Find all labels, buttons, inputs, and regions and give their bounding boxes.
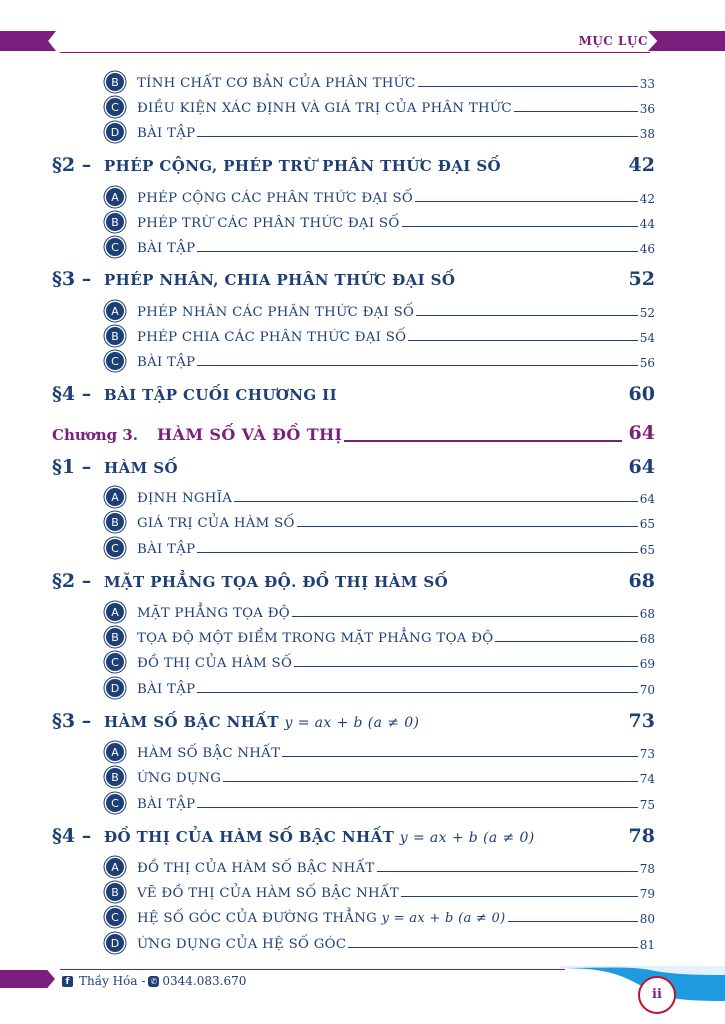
leader-line: [197, 692, 637, 693]
leader-line: [401, 896, 638, 897]
toc-item[interactable]: [104, 739, 655, 761]
leader-line: [223, 781, 638, 782]
section-title: HÀM SỐ: [104, 459, 178, 477]
toc-item-title: HÀM SỐ BẬC NHẤT: [137, 746, 281, 761]
toc-item[interactable]: [104, 599, 655, 621]
item-letter-badge: C: [106, 98, 124, 116]
toc-item-title: PHÉP CỘNG CÁC PHÂN THỨC ĐẠI SỐ: [137, 191, 414, 206]
toc-item[interactable]: [104, 675, 655, 697]
leader-line: [514, 111, 638, 112]
toc-item-page: 36: [639, 102, 655, 116]
item-letter-badge: C: [106, 653, 124, 671]
item-letter-badge: B: [106, 213, 124, 231]
leader-line: [197, 136, 637, 137]
header-rule: [60, 52, 650, 53]
toc-item[interactable]: [104, 348, 655, 370]
chapter-page: 64: [628, 422, 655, 444]
toc-item[interactable]: [104, 234, 655, 256]
toc-item-title: PHÉP CHIA CÁC PHÂN THỨC ĐẠI SỐ: [137, 330, 407, 345]
toc-item-title: PHÉP NHÂN CÁC PHÂN THỨC ĐẠI SỐ: [137, 305, 415, 320]
item-letter-badge: B: [106, 513, 124, 531]
footer-phone: 0344.083.670: [162, 974, 247, 988]
leader-line: [402, 226, 638, 227]
toc-item-page: 56: [639, 356, 655, 370]
toc-item-title: BÀI TẬP: [137, 126, 196, 141]
toc-item[interactable]: [104, 509, 655, 531]
item-letter-badge: B: [106, 327, 124, 345]
section-number: §4 –: [52, 383, 92, 405]
toc-item-title: ỨNG DỤNG CỦA HỆ SỐ GÓC: [137, 937, 347, 952]
section-number: §4 –: [52, 825, 92, 847]
item-letter-badge: A: [106, 858, 124, 876]
item-letter-badge: A: [106, 603, 124, 621]
toc-item[interactable]: [104, 69, 655, 91]
footer-author: Thầy Hóa -: [79, 974, 146, 988]
leader-line: [415, 201, 638, 202]
toc-item-page: 65: [639, 517, 655, 531]
leader-line: [495, 641, 637, 642]
toc-item[interactable]: [104, 184, 655, 206]
leader-line: [197, 251, 637, 252]
toc-item-title: ĐỊNH NGHĨA: [137, 491, 233, 506]
item-letter-badge: D: [106, 679, 124, 697]
item-letter-badge: A: [106, 302, 124, 320]
section-page: 78: [628, 825, 655, 847]
toc-item[interactable]: [104, 535, 655, 557]
section-page: 42: [628, 154, 655, 176]
section-formula: y = ax + b (a ≠ 0): [284, 715, 420, 731]
toc-item-page: 74: [639, 772, 655, 786]
header-bar-left: [0, 31, 56, 51]
toc-item-page: 78: [639, 862, 655, 876]
toc-item[interactable]: [104, 94, 655, 116]
leader-line: [292, 616, 638, 617]
section-title: PHÉP CỘNG, PHÉP TRỪ PHÂN THỨC ĐẠI SỐ: [104, 157, 502, 175]
section-page: 68: [628, 570, 655, 592]
toc-item[interactable]: [104, 764, 655, 786]
toc-item-page: 42: [639, 192, 655, 206]
toc-item-page: 52: [639, 306, 655, 320]
item-letter-badge: C: [106, 908, 124, 926]
item-letter-badge: C: [106, 352, 124, 370]
toc-item-page: 80: [639, 912, 655, 926]
section-title: MẶT PHẲNG TỌA ĐỘ. ĐỒ THỊ HÀM SỐ: [104, 573, 449, 591]
section-title: [104, 713, 419, 731]
leader-line: [197, 552, 637, 553]
toc-item-page: 73: [639, 747, 655, 761]
toc-item-page: 68: [639, 632, 655, 646]
leader-line: [197, 365, 637, 366]
item-letter-badge: D: [106, 123, 124, 141]
toc-item-title: MẶT PHẲNG TỌA ĐỘ: [137, 606, 290, 621]
section-title: [104, 828, 535, 846]
toc-item[interactable]: [104, 854, 655, 876]
toc-item-title: BÀI TẬP: [137, 355, 196, 370]
chapter-label: Chương 3.: [52, 426, 139, 444]
toc-item-title: BÀI TẬP: [137, 542, 196, 557]
leader-line: [377, 871, 638, 872]
toc-item-title-text: HỆ SỐ GÓC CỦA ĐƯỜNG THẲNG: [137, 911, 378, 926]
page-number: ii: [638, 976, 676, 1014]
toc-item-title: BÀI TẬP: [137, 241, 196, 256]
chapter-title: HÀM SỐ VÀ ĐỒ THỊ: [157, 425, 343, 444]
toc-item-title: ĐỒ THỊ CỦA HÀM SỐ BẬC NHẤT: [137, 861, 375, 876]
leader-line: [234, 501, 638, 502]
toc-item[interactable]: [104, 930, 655, 952]
leader-line: [416, 315, 638, 316]
toc-item-title: BÀI TẬP: [137, 682, 196, 697]
toc-item-page: 75: [639, 798, 655, 812]
toc-item-formula: y = ax + b (a ≠ 0): [381, 911, 506, 926]
item-letter-badge: C: [106, 794, 124, 812]
leader-line: [508, 921, 638, 922]
leader-line: [282, 756, 637, 757]
item-letter-badge: C: [106, 238, 124, 256]
leader-line: [348, 947, 637, 948]
item-letter-badge: A: [106, 188, 124, 206]
toc-item-page: 33: [639, 77, 655, 91]
item-letter-badge: B: [106, 628, 124, 646]
item-letter-badge: A: [106, 743, 124, 761]
toc-item[interactable]: [104, 484, 655, 506]
section-page: 64: [628, 456, 655, 478]
section-number: §1 –: [52, 456, 92, 478]
toc-item-page: 65: [639, 543, 655, 557]
item-letter-badge: A: [106, 488, 124, 506]
leader-line: [418, 86, 638, 87]
page-title: MỤC LỤC: [578, 34, 648, 48]
section-title-text: HÀM SỐ BẬC NHẤT: [104, 713, 279, 731]
phone-icon[interactable]: ✆: [148, 976, 159, 987]
header-bar-right: [648, 31, 725, 51]
footer-rule: [60, 969, 565, 970]
section-number: §3 –: [52, 268, 92, 290]
section-page: 52: [628, 268, 655, 290]
toc-item[interactable]: [104, 119, 655, 141]
facebook-icon[interactable]: f: [62, 976, 73, 987]
toc-item-title: TỌA ĐỘ MỘT ĐIỂM TRONG MẶT PHẲNG TỌA ĐỘ: [137, 631, 494, 646]
toc-item-title: GIÁ TRỊ CỦA HÀM SỐ: [137, 516, 295, 531]
toc-item[interactable]: [104, 904, 655, 926]
item-letter-badge: D: [106, 934, 124, 952]
toc-item[interactable]: [104, 790, 655, 812]
toc-item[interactable]: [104, 298, 655, 320]
leader-line: [197, 807, 637, 808]
toc-item-title: VẼ ĐỒ THỊ CỦA HÀM SỐ BẬC NHẤT: [137, 886, 400, 901]
section-number: §3 –: [52, 710, 92, 732]
leader-line: [297, 526, 638, 527]
footer-contact: [62, 974, 246, 988]
toc-item-page: 70: [639, 683, 655, 697]
toc-item-title: PHÉP TRỪ CÁC PHÂN THỨC ĐẠI SỐ: [137, 216, 400, 231]
toc-item-title: [137, 911, 506, 926]
toc-item-title: ỨNG DỤNG: [137, 771, 222, 786]
toc-item-title: ĐỒ THỊ CỦA HÀM SỐ: [137, 656, 293, 671]
item-letter-badge: C: [106, 539, 124, 557]
item-letter-badge: B: [106, 73, 124, 91]
chapter-rule: [344, 440, 622, 442]
toc-item[interactable]: [104, 209, 655, 231]
toc-item-page: 54: [639, 331, 655, 345]
toc-item-title: TÍNH CHẤT CƠ BẢN CỦA PHÂN THỨC: [137, 76, 416, 91]
toc-item[interactable]: [104, 649, 655, 671]
section-title: PHÉP NHÂN, CHIA PHÂN THỨC ĐẠI SỐ: [104, 271, 456, 289]
section-title: BÀI TẬP CUỐI CHƯƠNG II: [104, 386, 338, 404]
section-title-text: ĐỒ THỊ CỦA HÀM SỐ BẬC NHẤT: [104, 828, 395, 846]
toc-item-title: BÀI TẬP: [137, 797, 196, 812]
toc-item-page: 79: [639, 887, 655, 901]
toc-item-page: 64: [639, 492, 655, 506]
section-number: §2 –: [52, 154, 92, 176]
toc-item-page: 38: [639, 127, 655, 141]
leader-line: [294, 666, 638, 667]
toc-item[interactable]: [104, 624, 655, 646]
toc-item-page: 44: [639, 217, 655, 231]
toc-item-page: 69: [639, 657, 655, 671]
section-number: §2 –: [52, 570, 92, 592]
leader-line: [408, 340, 637, 341]
toc-item[interactable]: [104, 879, 655, 901]
toc-item-page: 68: [639, 607, 655, 621]
item-letter-badge: B: [106, 768, 124, 786]
footer-bar-left: [0, 970, 55, 988]
toc-item-page: 46: [639, 242, 655, 256]
toc-item-title: ĐIỀU KIỆN XÁC ĐỊNH VÀ GIÁ TRỊ CỦA PHÂN THỨC: [137, 101, 512, 116]
section-page: 60: [628, 383, 655, 405]
section-page: 73: [628, 710, 655, 732]
item-letter-badge: B: [106, 883, 124, 901]
toc-item-page: 81: [639, 938, 655, 952]
toc-item[interactable]: [104, 323, 655, 345]
section-formula: y = ax + b (a ≠ 0): [399, 830, 535, 846]
